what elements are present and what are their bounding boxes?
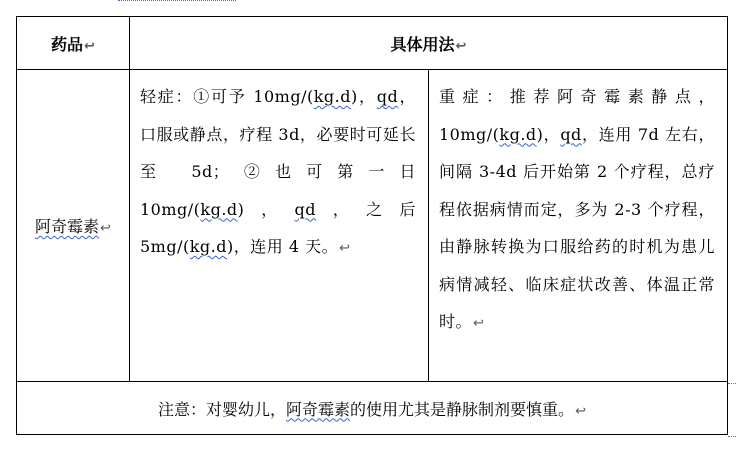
mild-usage-text (130, 70, 428, 268)
mild-text-part: ，之后 5mg/( (140, 199, 416, 256)
mild-text-lead: 轻症：①可予 10mg/( (140, 87, 314, 106)
drug-name-cell[interactable] (17, 70, 130, 382)
drug-name: 阿奇霉素 (35, 217, 100, 236)
dose-unit: kg.d (200, 199, 238, 219)
mild-text-part: )， (237, 199, 295, 219)
severe-text-lead: 重症：推荐阿奇霉素静点，10mg/( (439, 87, 715, 144)
paragraph-mark-icon: ↩ (339, 241, 351, 256)
end-of-row-mark (728, 383, 736, 384)
paragraph-mark-icon: ↩ (84, 38, 95, 54)
paragraph-mark-icon: ↩ (100, 221, 111, 236)
note-text-lead: 注意：对婴幼儿， (158, 399, 287, 419)
mild-text-tail: )，连用 4 天。 (227, 237, 339, 256)
paragraph-mark-icon: ↩ (455, 38, 467, 54)
frequency-qd: qd (560, 124, 582, 144)
dose-unit: kg.d (189, 237, 227, 256)
header-usage-label: 具体用法 (390, 34, 455, 54)
header-drug-label: 药品 (51, 34, 84, 54)
note-cell[interactable] (17, 382, 728, 435)
note-drug-name: 阿奇霉素 (286, 399, 351, 419)
mild-usage-cell[interactable] (130, 70, 429, 382)
note-text-tail: 的使用尤其是静脉制剂要慎重。 (350, 399, 575, 419)
header-row (17, 17, 728, 70)
top-edge-mark (118, 0, 236, 3)
dose-unit: kg.d (499, 124, 537, 144)
dose-unit: kg.d (313, 87, 351, 106)
note-row (17, 382, 728, 435)
paragraph-mark-icon: ↩ (473, 316, 485, 331)
end-of-row-mark (728, 436, 736, 437)
mild-text-part: )， (351, 87, 377, 106)
mild-text-part: ，口服或静点，疗程 3d，必要时可延长至 5d；②也可第一日 10mg/( (140, 87, 416, 219)
drug-row (17, 70, 728, 382)
frequency-qd: qd (294, 199, 317, 219)
frequency-qd: qd (376, 87, 399, 106)
paragraph-mark-icon: ↩ (575, 403, 586, 419)
severe-text-tail: ，连用 7d 左右，间隔 3-4d 后开始第 2 个疗程，总疗程依据病情而定，多为 2-3 个疗程，由静脉转换为口服给药的时机为患儿病情减轻、临床症状改善、体温正常时。 (439, 124, 715, 331)
severe-usage-cell[interactable] (429, 70, 728, 382)
header-drug-cell[interactable] (17, 17, 130, 70)
severe-text-part: )， (536, 124, 561, 144)
header-usage-cell[interactable] (130, 17, 728, 70)
severe-usage-text (429, 70, 727, 343)
dosage-table (16, 16, 728, 435)
